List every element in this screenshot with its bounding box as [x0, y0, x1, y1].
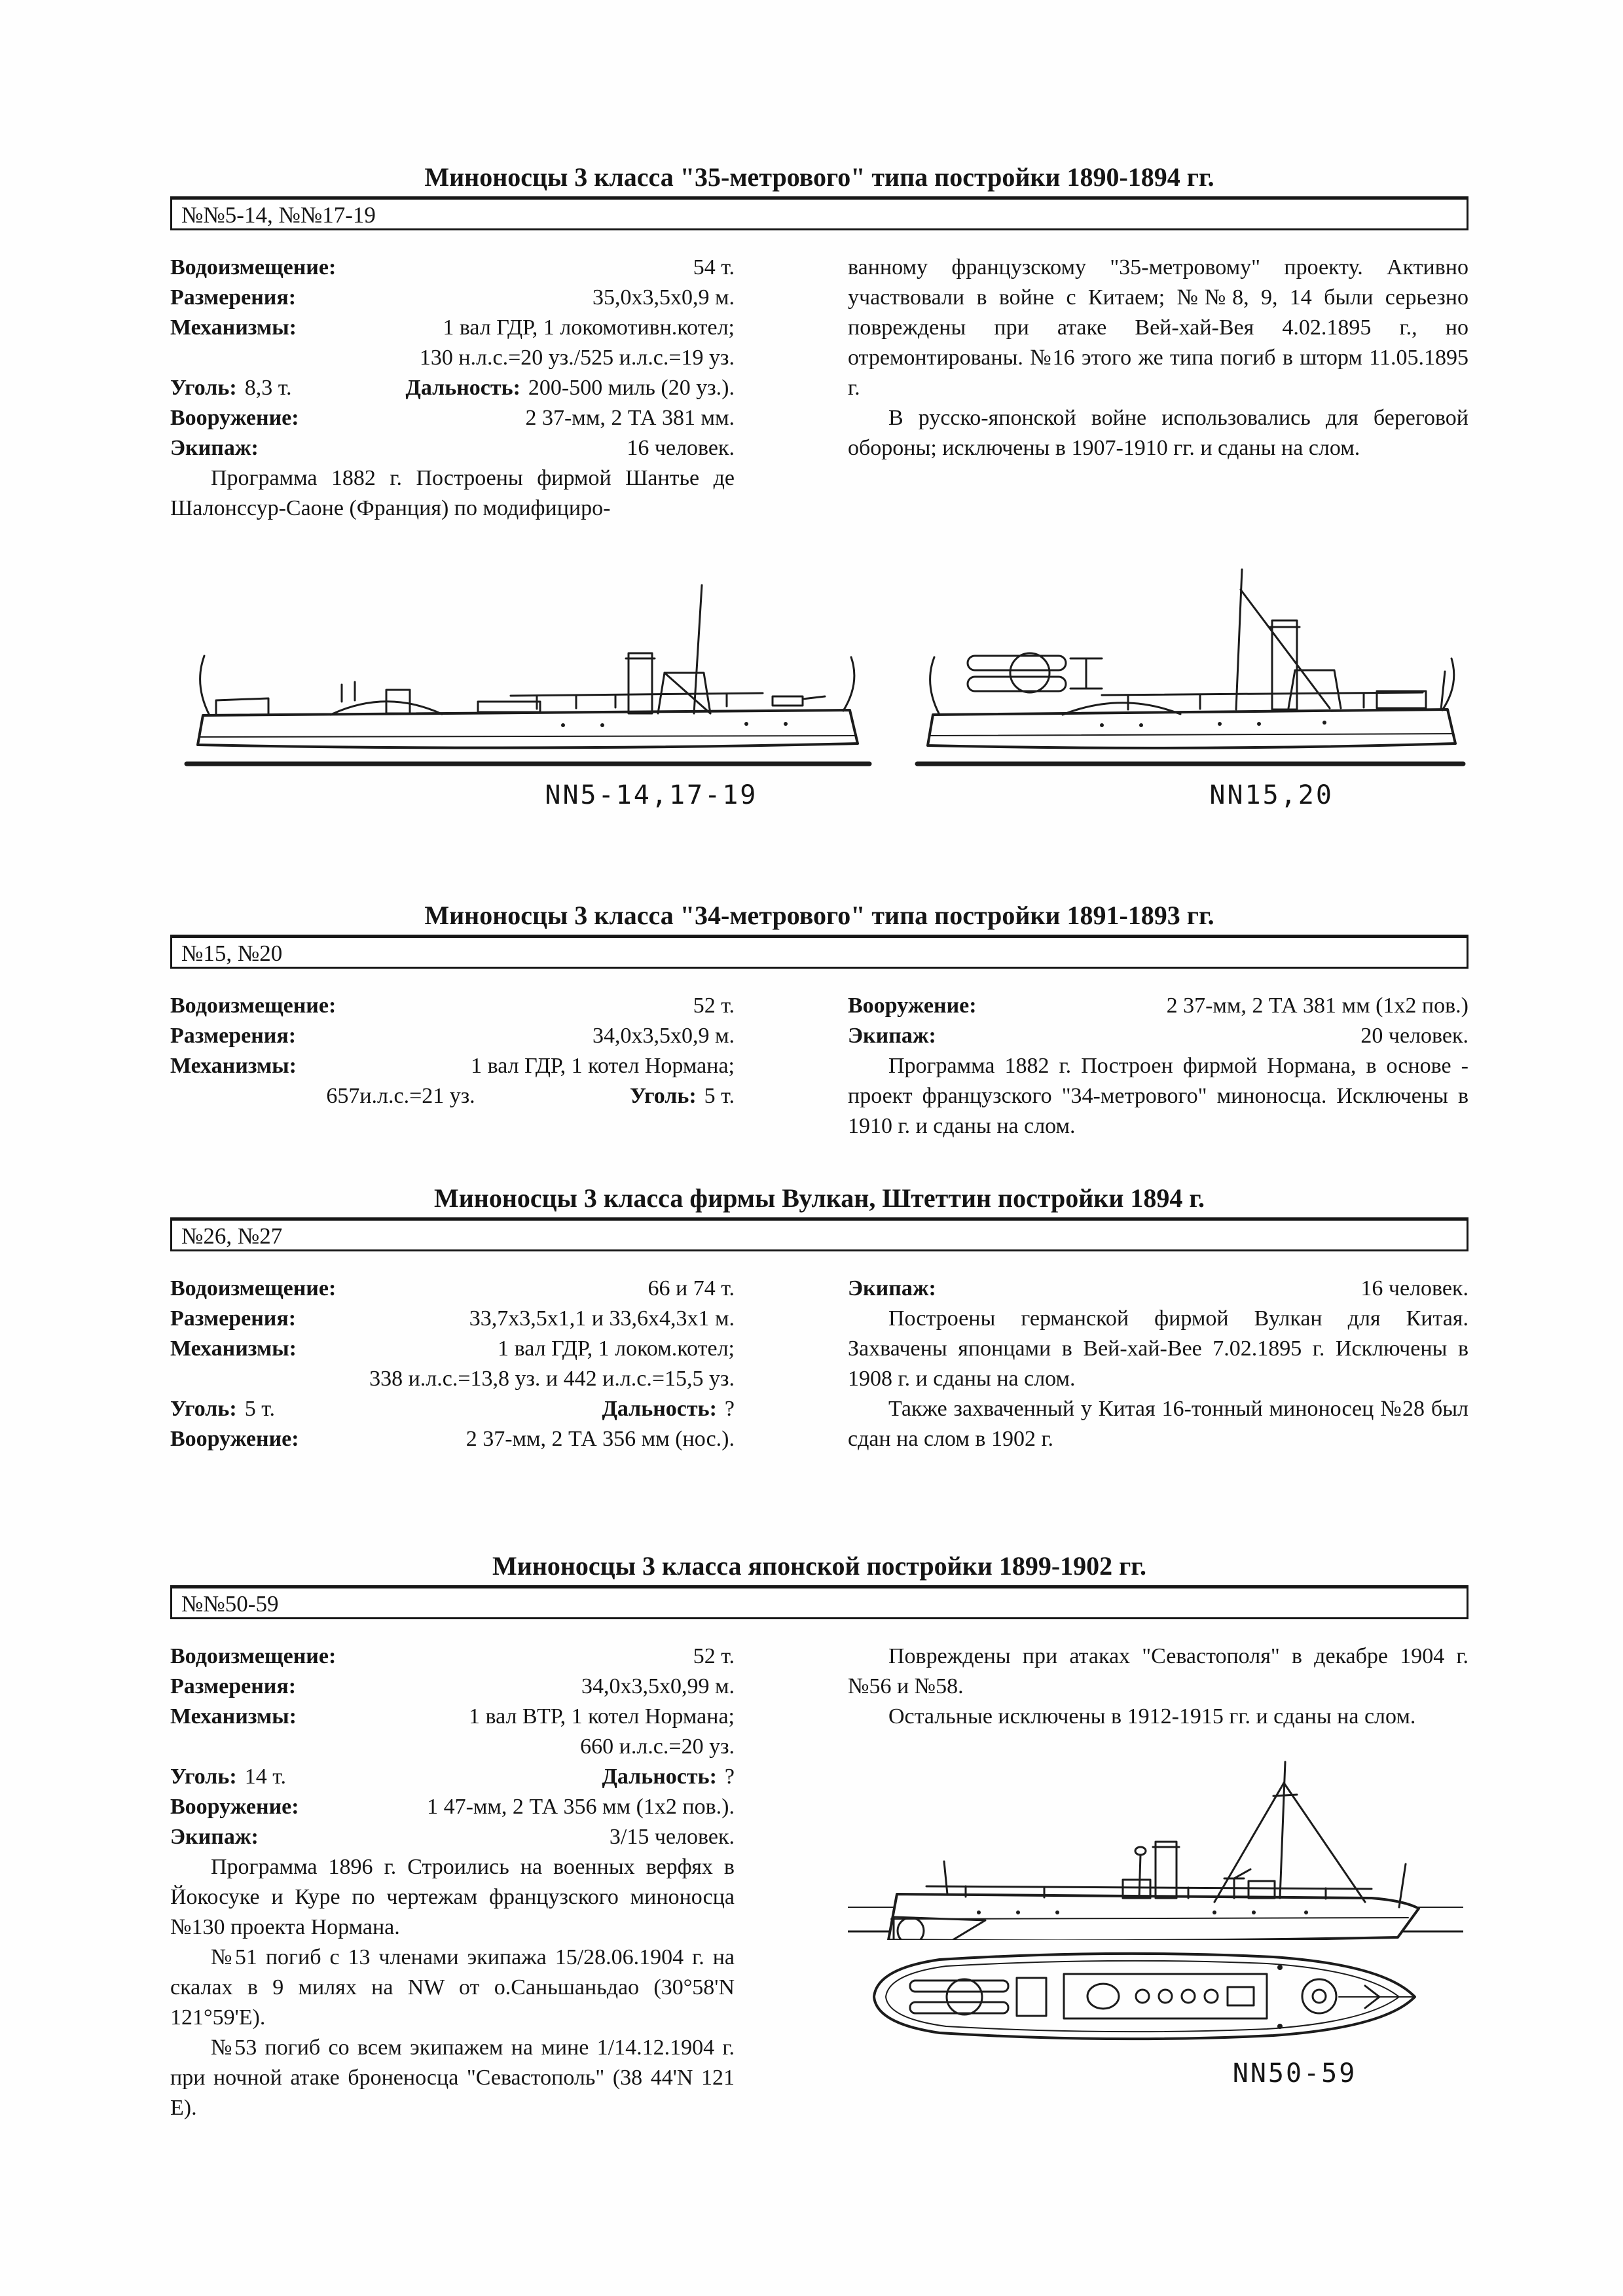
spec-row-power: 338 и.л.с.=13,8 уз. и 442 и.л.с.=15,5 уз.: [369, 1367, 735, 1391]
right-column: [848, 991, 1468, 1141]
spec-row-armament: Вооружение: 2 37-мм, 2 ТА 356 мм (нос.).: [170, 1427, 735, 1451]
left-column: [170, 991, 735, 1141]
ship-numbers-box: [170, 935, 1468, 969]
spec-row-dimensions: Размерения: 35,0x3,5x0,9 м.: [170, 285, 735, 310]
spec-row-coal-range: Уголь: 5 т. Дальность: ?: [170, 1397, 735, 1421]
spec-row-power: 130 н.л.с.=20 уз./525 и.л.с.=19 уз.: [419, 346, 735, 370]
paragraph: Повреждены при атаках "Севастополя" в декабре 1904 г. №56 и №58.: [848, 1644, 1468, 1698]
paragraph: В русско-японской войне использовались для береговой обороны; исключены в 1907-1910 гг. и сданы на слом.: [848, 406, 1468, 460]
ship-figure-nn50-59: [848, 1744, 1468, 2089]
spec-row-machinery: Механизмы: 1 вал ГДР, 1 локом.котел;: [170, 1336, 735, 1361]
section-vulkan: [170, 1183, 1468, 1454]
spec-row-displacement: Водоизмещение: 66 и 74 т.: [170, 1276, 735, 1300]
spec-row-machinery: Механизмы: 1 вал ВТР, 1 котел Нормана;: [170, 1704, 735, 1729]
right-column: [848, 1274, 1468, 1454]
paragraph: №53 погиб со всем экипажем на мине 1/14.12.1904 г. при ночной атаке броненосца "Севастополь" (38 44'N 121 E).: [170, 2036, 735, 2120]
spec-row-displacement: Водоизмещение: 52 т.: [170, 994, 735, 1018]
two-column-text: [170, 991, 1468, 1141]
left-column: [170, 253, 735, 524]
section-title: Миноносцы 3 класса фирмы Вулкан, Штеттин постройки 1894 г.: [433, 1183, 1205, 1213]
spec-row-armament: Вооружение: 1 47-мм, 2 ТА 356 мм (1x2 пов.).: [170, 1795, 735, 1819]
two-column-text: [170, 1641, 1468, 2123]
ship-profile-drawing-nn5-14-icon: [170, 580, 877, 776]
spec-row-displacement: Водоизмещение: 54 т.: [170, 255, 735, 279]
paragraph: Также захваченный у Китая 16-тонный миноносец №28 был сдан на слом в 1902 г.: [848, 1397, 1468, 1451]
spec-row-dimensions: Размерения: 33,7x3,5x1,1 и 33,6x4,3x1 м.: [170, 1306, 735, 1331]
spec-row-machinery: Механизмы: 1 вал ГДР, 1 локомотивн.котел;: [170, 315, 735, 340]
two-column-text: [170, 253, 1468, 524]
paragraph: Построены германской фирмой Вулкан для Китая. Захвачены японцами в Вей-хай-Вее 7.02.1895 г. Исключены в 1908 г. и сданы на слом.: [848, 1306, 1468, 1391]
left-column: [170, 1274, 735, 1454]
spec-row-armament: Вооружение: 2 37-мм, 2 ТА 381 мм.: [170, 406, 735, 430]
ship-profile-drawing-nn50-59-icon: [848, 1744, 1463, 1940]
spec-row-coal-range: Уголь: 14 т. Дальность: ?: [170, 1765, 735, 1789]
spec-row-dimensions: Размерения: 34,0x3,5x0,99 м.: [170, 1674, 735, 1698]
spec-row-machinery: Механизмы: 1 вал ГДР, 1 котел Нормана;: [170, 1054, 735, 1078]
spec-row-crew: Экипаж: 3/15 человек.: [170, 1825, 735, 1849]
spec-row-displacement: Водоизмещение: 52 т.: [170, 1644, 735, 1668]
ship-drawings-row: [170, 560, 1468, 810]
spec-row-crew: Экипаж: 20 человек.: [848, 1024, 1468, 1048]
spec-row-coal-range: Уголь: 8,3 т. Дальность: 200-500 миль (20 уз.).: [170, 376, 735, 400]
paragraph: Программа 1882 г. Построены фирмой Шантье де Шалонссур-Саоне (Франция) по модифициро-: [170, 466, 735, 520]
ship-figure-nn5-14: [170, 580, 877, 810]
paragraph: Остальные исключены в 1912-1915 гг. и сданы на слом.: [888, 1704, 1416, 1729]
ship-caption: NN5-14,17-19: [545, 780, 758, 810]
section-34m: [170, 901, 1468, 1141]
spec-row-crew: Экипаж: 16 человек.: [170, 436, 735, 460]
section-title: Миноносцы 3 класса "35-метрового" типа постройки 1890-1894 гг.: [424, 162, 1214, 192]
ship-caption: NN15,20: [1209, 780, 1334, 810]
ship-caption: NN50-59: [1232, 2058, 1357, 2089]
two-column-text: [170, 1274, 1468, 1454]
left-column: [170, 1641, 735, 2123]
spec-row-crew: Экипаж: 16 человек.: [848, 1276, 1468, 1300]
ship-numbers-box: [170, 1585, 1468, 1619]
ship-numbers: №№5-14, №№17-19: [181, 202, 376, 228]
section-title: Миноносцы 3 класса "34-метрового" типа постройки 1891-1893 гг.: [424, 901, 1214, 930]
section-35m: [170, 162, 1468, 810]
paragraph: Программа 1896 г. Строились на военных верфях в Йокосуке и Куре по чертежам французского миноносца №130 проекта Нормана.: [170, 1855, 735, 1939]
spec-row-power: 660 и.л.с.=20 уз.: [580, 1734, 735, 1759]
ship-profile-drawing-nn15-20-icon: [905, 560, 1468, 776]
ship-numbers: №26, №27: [181, 1223, 283, 1249]
ship-numbers-box: [170, 1217, 1468, 1251]
ship-numbers-box: [170, 196, 1468, 230]
ship-figure-nn15-20: [905, 560, 1468, 810]
section-title: Миноносцы 3 класса японской постройки 1899-1902 гг.: [492, 1551, 1146, 1581]
ship-numbers: №№50-59: [181, 1591, 279, 1617]
paragraph: Программа 1882 г. Построен фирмой Нормана, в основе - проект французского "34-метрового" миноносца. Исключены в 1910 г. и сданы на слом.: [848, 1054, 1468, 1138]
spec-row-armament: Вооружение: 2 37-мм, 2 ТА 381 мм (1x2 пов.): [848, 994, 1468, 1018]
right-column: [848, 253, 1468, 524]
spec-row-power-coal: 657и.л.с.=21 уз. Уголь: 5 т.: [326, 1084, 735, 1108]
section-japanese: [170, 1551, 1468, 2123]
right-column: [848, 1641, 1468, 2123]
spec-row-dimensions: Размерения: 34,0x3,5x0,9 м.: [170, 1024, 735, 1048]
ship-plan-drawing-nn50-59-icon: [848, 1940, 1424, 2054]
ship-numbers: №15, №20: [181, 941, 283, 966]
paragraph: ванному французскому "35-метровому" проекту. Активно участвовали в войне с Китаем; №№8, 9, 14 были серьезно повреждены при атаке Вей-хай-Вея 4.02.1895 г., но отремонтированы. №16 этого же типа погиб в шторм 11.05.1895 г.: [848, 255, 1468, 400]
paragraph: №51 погиб с 13 членами экипажа 15/28.06.1904 г. на скалах в 9 милях на NW от о.Саньшаньдао (30°58'N 121°59'E).: [170, 1945, 735, 2030]
